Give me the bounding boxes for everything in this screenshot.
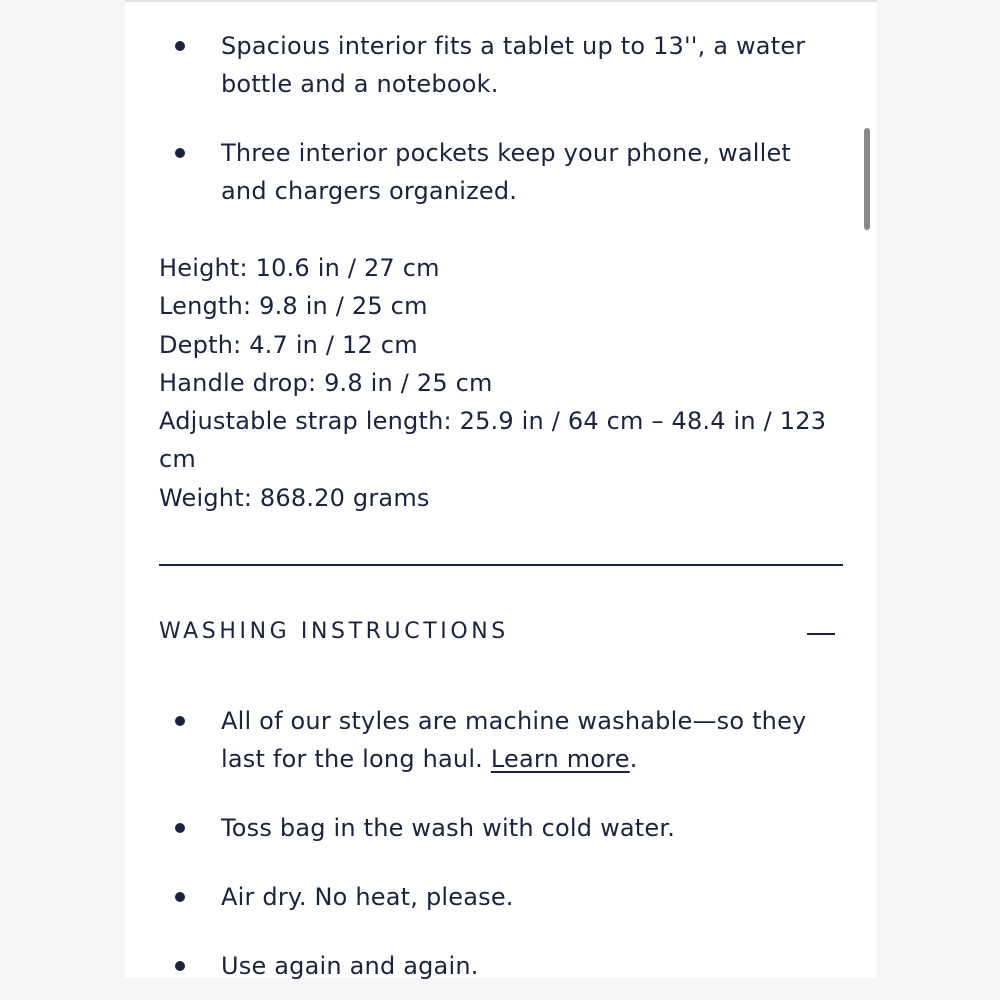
spec-depth: Depth: 4.7 in / 12 cm: [159, 330, 418, 359]
section-title: WASHING INSTRUCTIONS: [159, 619, 509, 644]
bullet-icon: [175, 892, 185, 902]
learn-more-link[interactable]: Learn more: [490, 745, 630, 773]
spec-handle-drop: Handle drop: 9.8 in / 25 cm: [159, 368, 493, 397]
list-item: [159, 878, 843, 916]
feature-text: Three interior pockets keep your phone, wallet and chargers organized.: [221, 139, 792, 205]
washing-list: [159, 702, 843, 985]
dimensions-specs: [159, 249, 843, 517]
minus-icon[interactable]: [807, 633, 835, 635]
feature-text: Spacious interior fits a tablet up to 13'', a water bottle and a notebook.: [221, 32, 806, 98]
washing-instructions-toggle[interactable]: [159, 615, 843, 655]
list-item: [159, 809, 843, 847]
period: .: [629, 745, 638, 773]
features-list: [159, 27, 843, 210]
list-item: [159, 27, 843, 103]
bullet-icon: [175, 961, 185, 971]
spec-strap-length: Adjustable strap length: 25.9 in / 64 cm – 48.4 in / 123 cm: [159, 407, 827, 474]
list-item: [159, 702, 843, 778]
washing-text: All of our styles are machine washable—so they last for the long haul.: [221, 707, 807, 773]
washing-text: Use again and again.: [221, 952, 479, 980]
spec-height: Height: 10.6 in / 27 cm: [159, 254, 440, 282]
bullet-icon: [175, 41, 185, 51]
washing-text: Air dry. No heat, please.: [221, 883, 514, 911]
list-item: [159, 134, 843, 210]
spec-weight: Weight: 868.20 grams: [159, 483, 430, 512]
section-divider: [159, 564, 843, 566]
washing-text: Toss bag in the wash with cold water.: [221, 814, 676, 842]
spec-length: Length: 9.8 in / 25 cm: [159, 292, 428, 321]
bullet-icon: [175, 823, 185, 833]
bullet-icon: [175, 148, 185, 158]
bullet-icon: [175, 716, 185, 726]
scrollbar-thumb[interactable]: [864, 128, 870, 230]
list-item: [159, 947, 843, 985]
